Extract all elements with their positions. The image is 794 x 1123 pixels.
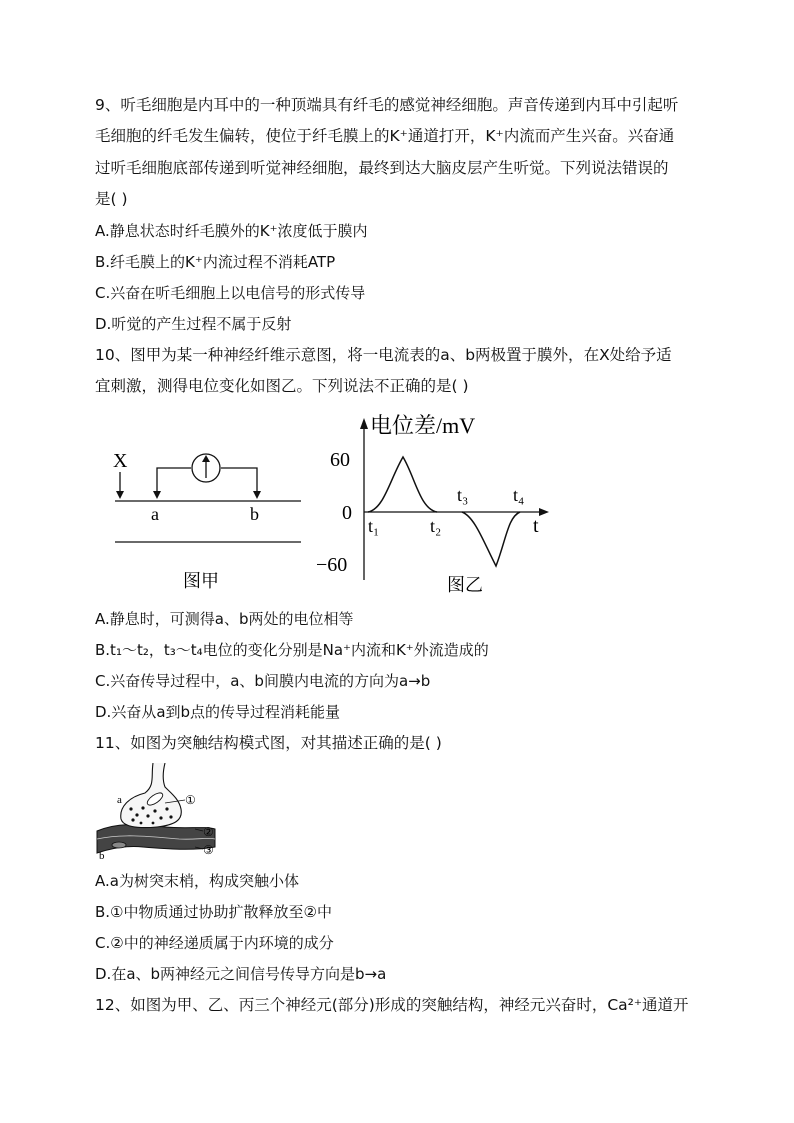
fig-synapse-marker-2: ② — [203, 825, 214, 839]
synaptic-vesicle — [153, 809, 156, 812]
synaptic-vesicle — [140, 822, 143, 825]
fig-yi-caption: 图乙 — [447, 575, 483, 595]
q11-option-b: B.①中物质通过协助扩散释放至②中 — [95, 903, 332, 921]
q10-option-b: B.t₁～t₂，t₃～t₄电位的变化分别是Na⁺内流和K⁺外流造成的 — [95, 641, 489, 659]
q11-option-d: D.在a、b两神经元之间信号传导方向是b→a — [95, 965, 387, 983]
fig-yi-tick-0: 0 — [342, 502, 352, 524]
fig-yi-t2: t₂ — [430, 516, 442, 536]
figure-yi — [312, 405, 567, 605]
q11-line-1: 11、如图为突触结构模式图，对其描述正确的是( ) — [95, 734, 442, 752]
q10-line-2: 宜刺激，测得电位变化如图乙。下列说法不正确的是( ) — [95, 377, 469, 395]
fig-yi-positive-wave — [368, 457, 437, 512]
fig-yi-t1: t₁ — [368, 516, 380, 536]
synaptic-vesicle — [146, 814, 149, 817]
synaptic-vesicle — [129, 807, 132, 810]
fig-yi-y-arrowhead — [360, 418, 368, 429]
q9-line-1: 9、听毛细胞是内耳中的一种顶端具有纤毛的感觉神经细胞。声音传递到内耳中引起听 — [95, 96, 679, 114]
q9-line-3: 过听毛细胞底部传递到听觉神经细胞，最终到达大脑皮层产生听觉。下列说法错误的 — [95, 159, 669, 177]
q10-option-d: D.兴奋从a到b点的传导过程消耗能量 — [95, 703, 341, 721]
figure-synapse — [95, 763, 230, 863]
figure-jia — [105, 435, 315, 605]
synaptic-vesicle — [152, 822, 155, 825]
q10-option-c: C.兴奋传导过程中，a、b间膜内电流的方向为a→b — [95, 672, 431, 690]
fig-synapse-b-label: b — [99, 850, 105, 862]
fig-jia-wire-right — [221, 468, 257, 497]
fig-jia-b-label: b — [250, 504, 259, 524]
fig-jia-a-label: a — [151, 504, 159, 524]
synaptic-vesicle — [165, 807, 168, 810]
synaptic-vesicle — [169, 815, 172, 818]
q10-option-a: A.静息时，可测得a、b两处的电位相等 — [95, 610, 354, 628]
q9-line-4: 是( ) — [95, 190, 128, 208]
fig-jia-stimulus-arrowhead — [116, 491, 124, 499]
fig-jia-electrode-a — [153, 491, 161, 499]
q11-option-a: A.a为树突末梢，构成突触小体 — [95, 872, 299, 890]
q12-line-1: 12、如图为甲、乙、丙三个神经元(部分)形成的突触结构，神经元兴奋时，Ca²⁺通道开 — [95, 996, 689, 1014]
fig-yi-tick-neg60: −60 — [316, 554, 348, 576]
fig-jia-x-label: X — [113, 450, 128, 472]
q11-option-c: C.②中的神经递质属于内环境的成分 — [95, 934, 334, 952]
fig-yi-tick-60: 60 — [330, 449, 350, 471]
q9-option-c: C.兴奋在听毛细胞上以电信号的形式传导 — [95, 284, 366, 302]
q9-option-d: D.听觉的产生过程不属于反射 — [95, 315, 292, 333]
fig-yi-negative-wave — [462, 512, 520, 566]
fig-synapse-a-label: a — [117, 794, 122, 806]
synaptic-vesicle — [141, 806, 144, 809]
fig-jia-electrode-b — [253, 491, 261, 499]
fig-yi-xlabel: t — [533, 515, 539, 537]
fig-yi-x-arrowhead — [539, 508, 549, 516]
postsynaptic-mitochondrion-icon — [112, 842, 126, 848]
q9-option-a: A.静息状态时纤毛膜外的K⁺浓度低于膜内 — [95, 222, 368, 240]
fig-synapse-marker-1: ① — [185, 793, 196, 807]
fig-yi-ylabel: 电位差/mV — [370, 413, 476, 438]
q9-line-2: 毛细胞的纤毛发生偏转，使位于纤毛膜上的K⁺通道打开，K⁺内流而产生兴奋。兴奋通 — [95, 127, 675, 145]
synaptic-vesicle — [159, 816, 162, 819]
q9-option-b: B.纤毛膜上的K⁺内流过程不消耗ATP — [95, 253, 336, 271]
fig-jia-caption: 图甲 — [183, 571, 219, 591]
synaptic-vesicle — [131, 818, 134, 821]
fig-synapse-marker-3: ③ — [203, 843, 214, 857]
synaptic-vesicle — [135, 813, 138, 816]
q10-line-1: 10、图甲为某一种神经纤维示意图，将一电流表的a、b两极置于膜外，在X处给予适 — [95, 346, 672, 364]
fig-yi-t4: t₄ — [513, 485, 525, 505]
fig-yi-t3: t₃ — [457, 485, 469, 505]
fig-jia-wire-left — [157, 468, 191, 497]
